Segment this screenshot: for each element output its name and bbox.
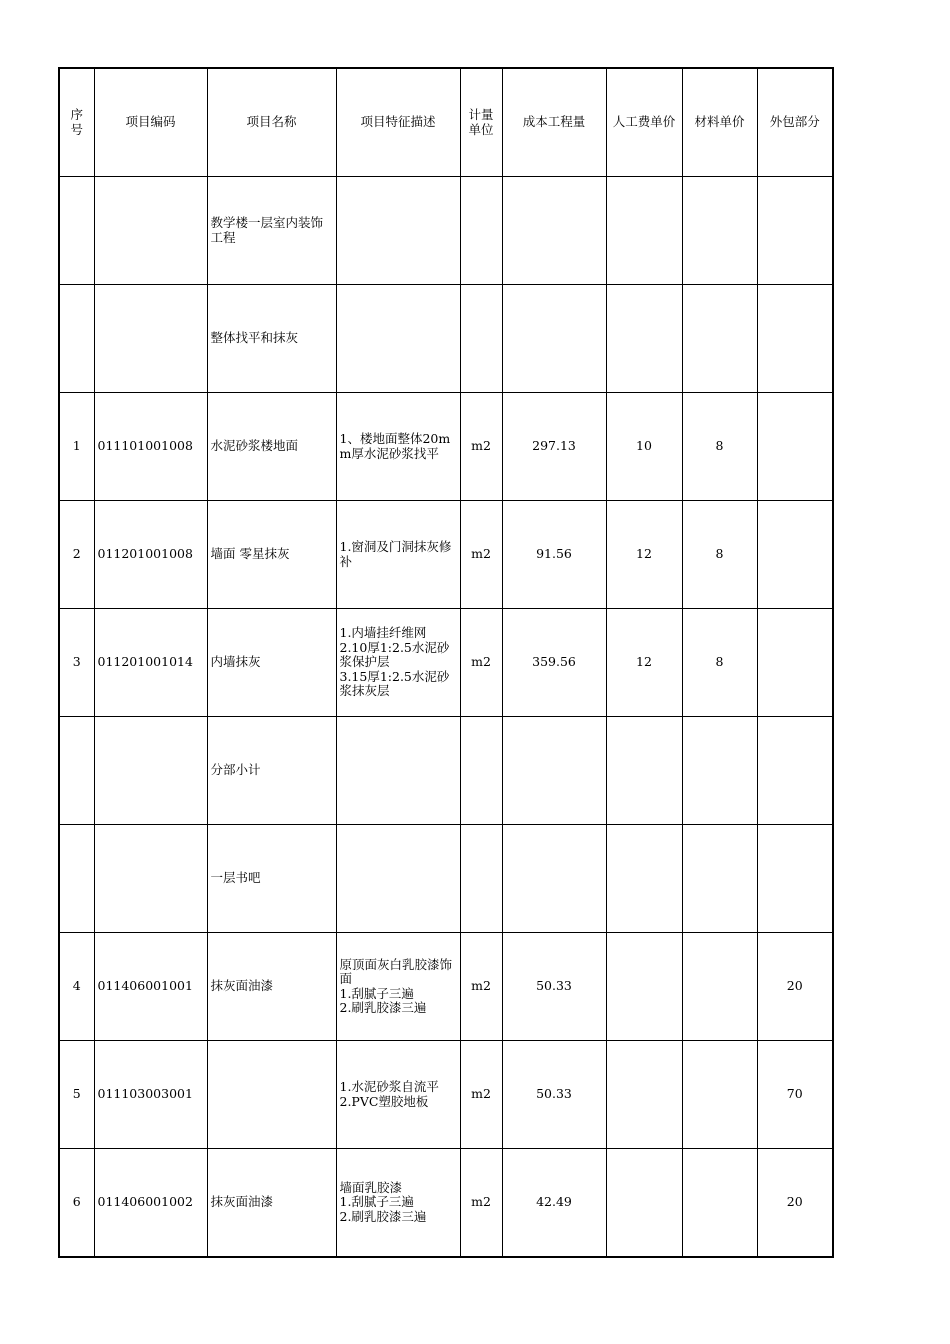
table-row bbox=[59, 609, 833, 717]
table-row bbox=[59, 1041, 833, 1149]
cell-code bbox=[94, 177, 207, 285]
cell-outsource bbox=[757, 285, 833, 393]
cell-desc bbox=[336, 285, 460, 393]
cell-labor: 10 bbox=[606, 393, 682, 501]
table-row bbox=[59, 933, 833, 1041]
cell-unit: m2 bbox=[460, 501, 502, 609]
cell-desc bbox=[336, 177, 460, 285]
cell-seq: 5 bbox=[59, 1041, 94, 1149]
cell-code: 011201001014 bbox=[94, 609, 207, 717]
cell-desc: 1、楼地面整体20mm厚水泥砂浆找平 bbox=[336, 393, 460, 501]
cell-labor bbox=[606, 717, 682, 825]
cell-outsource bbox=[757, 177, 833, 285]
cell-labor: 12 bbox=[606, 609, 682, 717]
cell-name: 一层书吧 bbox=[207, 825, 336, 933]
table-row bbox=[59, 393, 833, 501]
cell-seq bbox=[59, 285, 94, 393]
cell-qty bbox=[502, 825, 606, 933]
header-material: 材料单价 bbox=[682, 68, 757, 177]
cell-desc: 1.内墙挂纤维网 2.10厚1:2.5水泥砂浆保护层 3.15厚1:2.5水泥砂浆抹灰层 bbox=[336, 609, 460, 717]
cell-seq: 1 bbox=[59, 393, 94, 501]
table-row bbox=[59, 717, 833, 825]
cell-material bbox=[682, 933, 757, 1041]
cell-desc: 原顶面灰白乳胶漆饰面 1.刮腻子三遍 2.刷乳胶漆三遍 bbox=[336, 933, 460, 1041]
cell-seq: 3 bbox=[59, 609, 94, 717]
cell-labor: 12 bbox=[606, 501, 682, 609]
cell-code: 011201001008 bbox=[94, 501, 207, 609]
cell-name: 分部小计 bbox=[207, 717, 336, 825]
cell-outsource bbox=[757, 825, 833, 933]
cell-qty bbox=[502, 285, 606, 393]
cell-qty bbox=[502, 177, 606, 285]
cell-unit: m2 bbox=[460, 1041, 502, 1149]
cell-code bbox=[94, 717, 207, 825]
cell-seq bbox=[59, 717, 94, 825]
cell-material bbox=[682, 1149, 757, 1258]
cell-material bbox=[682, 285, 757, 393]
cell-desc bbox=[336, 825, 460, 933]
header-desc: 项目特征描述 bbox=[336, 68, 460, 177]
cell-unit bbox=[460, 825, 502, 933]
cell-desc: 1.窗洞及门洞抹灰修补 bbox=[336, 501, 460, 609]
cell-code: 011406001002 bbox=[94, 1149, 207, 1258]
cell-outsource bbox=[757, 393, 833, 501]
cell-seq: 6 bbox=[59, 1149, 94, 1258]
cell-outsource: 70 bbox=[757, 1041, 833, 1149]
cell-unit: m2 bbox=[460, 1149, 502, 1258]
cell-outsource: 20 bbox=[757, 1149, 833, 1258]
cell-material bbox=[682, 717, 757, 825]
table-row bbox=[59, 285, 833, 393]
cell-outsource bbox=[757, 501, 833, 609]
cell-qty: 42.49 bbox=[502, 1149, 606, 1258]
cell-unit: m2 bbox=[460, 393, 502, 501]
cost-table bbox=[58, 67, 834, 1258]
cell-labor bbox=[606, 825, 682, 933]
table-row bbox=[59, 1149, 833, 1258]
header-name: 项目名称 bbox=[207, 68, 336, 177]
cell-desc: 墙面乳胶漆 1.刮腻子三遍 2.刷乳胶漆三遍 bbox=[336, 1149, 460, 1258]
cell-code: 011103003001 bbox=[94, 1041, 207, 1149]
cell-unit bbox=[460, 717, 502, 825]
cell-seq bbox=[59, 177, 94, 285]
cell-outsource: 20 bbox=[757, 933, 833, 1041]
cell-name: 整体找平和抹灰 bbox=[207, 285, 336, 393]
cell-name bbox=[207, 1041, 336, 1149]
cell-labor bbox=[606, 1149, 682, 1258]
cell-code bbox=[94, 285, 207, 393]
header-outsource: 外包部分 bbox=[757, 68, 833, 177]
cell-desc bbox=[336, 717, 460, 825]
cell-unit bbox=[460, 177, 502, 285]
cell-qty: 91.56 bbox=[502, 501, 606, 609]
header-row bbox=[59, 68, 833, 177]
cell-name: 水泥砂浆楼地面 bbox=[207, 393, 336, 501]
cell-desc: 1.水泥砂浆自流平 2.PVC塑胶地板 bbox=[336, 1041, 460, 1149]
cell-code: 011101001008 bbox=[94, 393, 207, 501]
cell-code: 011406001001 bbox=[94, 933, 207, 1041]
cell-labor bbox=[606, 177, 682, 285]
cell-labor bbox=[606, 1041, 682, 1149]
cell-seq: 2 bbox=[59, 501, 94, 609]
cell-seq: 4 bbox=[59, 933, 94, 1041]
cell-qty: 50.33 bbox=[502, 1041, 606, 1149]
cell-unit: m2 bbox=[460, 933, 502, 1041]
cell-qty: 297.13 bbox=[502, 393, 606, 501]
cell-labor bbox=[606, 933, 682, 1041]
cell-outsource bbox=[757, 609, 833, 717]
cell-unit bbox=[460, 285, 502, 393]
cell-name: 教学楼一层室内装饰工程 bbox=[207, 177, 336, 285]
cell-qty: 50.33 bbox=[502, 933, 606, 1041]
header-labor: 人工费单价 bbox=[606, 68, 682, 177]
cell-seq bbox=[59, 825, 94, 933]
cell-name: 内墙抹灰 bbox=[207, 609, 336, 717]
cell-name: 抹灰面油漆 bbox=[207, 1149, 336, 1258]
cell-labor bbox=[606, 285, 682, 393]
cell-material bbox=[682, 825, 757, 933]
cell-material: 8 bbox=[682, 393, 757, 501]
header-qty: 成本工程量 bbox=[502, 68, 606, 177]
cell-material: 8 bbox=[682, 501, 757, 609]
header-unit: 计量单位 bbox=[460, 68, 502, 177]
table-row bbox=[59, 177, 833, 285]
table-row bbox=[59, 825, 833, 933]
cell-name: 墙面 零星抹灰 bbox=[207, 501, 336, 609]
cell-unit: m2 bbox=[460, 609, 502, 717]
cell-name: 抹灰面油漆 bbox=[207, 933, 336, 1041]
header-code: 项目编码 bbox=[94, 68, 207, 177]
cell-code bbox=[94, 825, 207, 933]
cell-material bbox=[682, 177, 757, 285]
table-row bbox=[59, 501, 833, 609]
header-seq: 序号 bbox=[59, 68, 94, 177]
cell-qty bbox=[502, 717, 606, 825]
cell-qty: 359.56 bbox=[502, 609, 606, 717]
cell-material: 8 bbox=[682, 609, 757, 717]
cell-outsource bbox=[757, 717, 833, 825]
cell-material bbox=[682, 1041, 757, 1149]
